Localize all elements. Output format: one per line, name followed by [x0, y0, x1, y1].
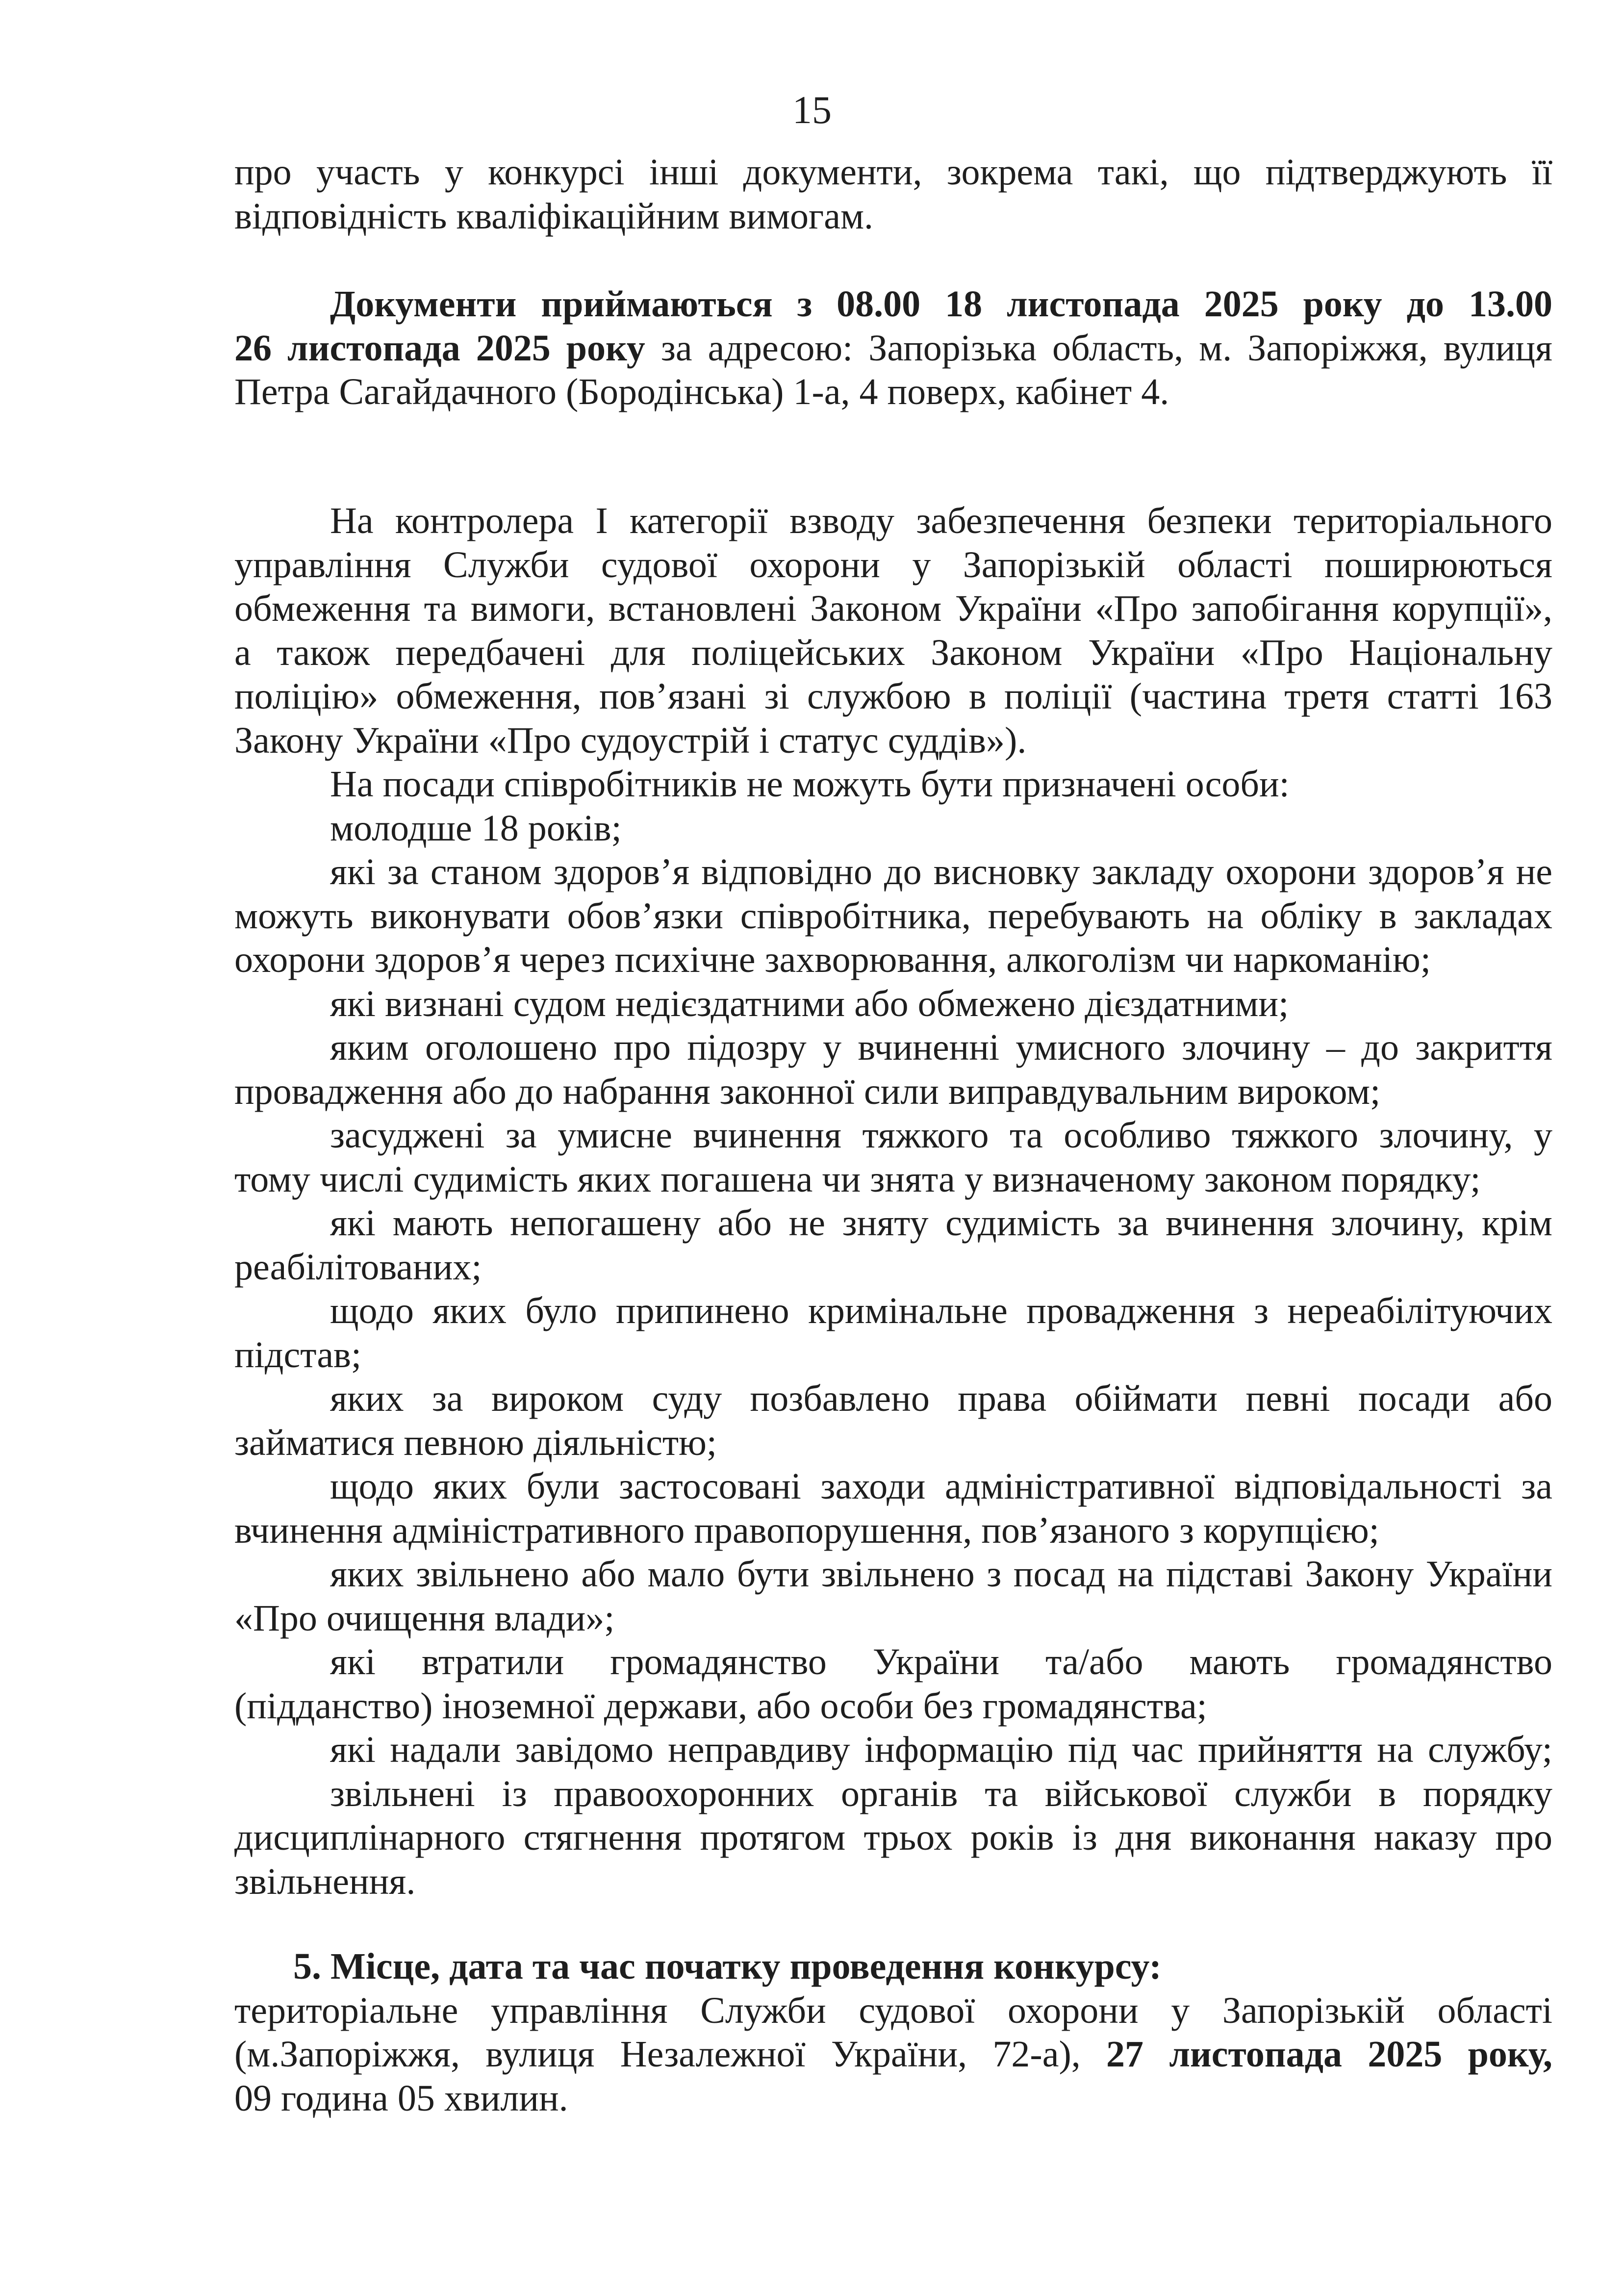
text-line	[234, 1421, 1552, 1465]
text: звільнення.	[234, 1861, 416, 1902]
text: звільнені із правоохоронних органів та військової служби в порядку	[330, 1773, 1552, 1814]
text-line	[234, 1945, 1552, 1989]
text: а також передбачені для поліцейських Законом України «Про Національну	[234, 632, 1552, 673]
text-line	[234, 1289, 1552, 1333]
text: обмеження та вимоги, встановлені Законом України «Про запобігання корупції»,	[234, 588, 1552, 629]
text-line	[234, 1026, 1552, 1070]
text: за адресою: Запорізька область, м. Запоріжжя, вулиця	[660, 327, 1553, 369]
text-line	[234, 894, 1552, 939]
text-line	[234, 1158, 1552, 1202]
text-line	[234, 151, 1552, 195]
text: займатися певною діяльністю;	[234, 1422, 717, 1463]
text: тому числі судимість яких погашена чи знята у визначеному законом порядку;	[234, 1158, 1481, 1200]
text-line	[234, 807, 1552, 851]
text: які за станом здоров’я відповідно до висновку закладу охорони здоров’я не	[330, 851, 1552, 892]
text-line	[234, 1509, 1552, 1553]
bold-text: Документи приймаються з 08.00 18 листопада 2025 року до 13.00	[330, 283, 1552, 325]
text-line	[234, 327, 1552, 371]
text: відповідність кваліфікаційним вимогам.	[234, 195, 874, 237]
text: яким оголошено про підозру у вчиненні умисного злочину – до закриття	[330, 1027, 1552, 1068]
text: Закону України «Про судоустрій і статус суддів»).	[234, 719, 1027, 761]
text: (м.Запоріжжя, вулиця Незалежної України, 72-а),	[234, 2034, 1107, 2075]
text: Петра Сагайдачного (Бородінська) 1-а, 4 поверх, кабінет 4.	[234, 371, 1169, 412]
bold-text: 27 листопада 2025 року,	[1106, 2034, 1552, 2075]
text: провадження або до набрання законної сили виправдувальним вироком;	[234, 1071, 1381, 1112]
text: На контролера І категорії взводу забезпечення безпеки територіального	[330, 500, 1552, 541]
text: про участь у конкурсі інші документи, зокрема такі, що підтверджують її	[234, 152, 1552, 193]
text-line	[234, 1553, 1552, 1597]
documents-paragraph-continuation	[234, 151, 1552, 238]
page-number: 15	[792, 89, 832, 132]
text: які визнані судом недієздатними або обмежено дієздатними;	[330, 983, 1289, 1024]
text-line	[234, 763, 1552, 807]
text-line	[234, 499, 1552, 543]
text: реабілітованих;	[234, 1246, 482, 1288]
text: (підданство) іноземної держави, або особи без громадянства;	[234, 1685, 1207, 1727]
text-line	[234, 1070, 1552, 1114]
text: яких звільнено або мало бути звільнено з посад на підставі Закону України	[330, 1554, 1552, 1595]
text-line	[234, 719, 1552, 763]
text: поліцію» обмеження, пов’язані зі службою в поліції (частина третя статті 163	[234, 676, 1552, 717]
text-line	[234, 1816, 1552, 1860]
text: молодше 18 років;	[330, 807, 622, 849]
text-line	[234, 1377, 1552, 1421]
text-line	[234, 1989, 1552, 2033]
text: щодо яких було припинено кримінальне провадження з нереабілітуючих	[330, 1290, 1552, 1331]
text-line	[234, 850, 1552, 894]
text-line	[234, 1201, 1552, 1246]
text: щодо яких були застосовані заходи адміністративної відповідальності за	[330, 1466, 1552, 1507]
text: дисциплінарного стягнення протягом трьох років із дня виконання наказу про	[234, 1817, 1552, 1858]
text: 09 година 05 хвилин.	[234, 2077, 568, 2119]
text: засуджені за умисне вчинення тяжкого та особливо тяжкого злочину, у	[330, 1115, 1552, 1156]
text-line	[234, 1333, 1552, 1377]
text: яких за вироком суду позбавлено права обіймати певні посади або	[330, 1378, 1552, 1419]
text-line	[234, 1597, 1552, 1641]
text: охорони здоров’я через психічне захворювання, алкоголізм чи наркоманію;	[234, 939, 1431, 980]
text-line	[234, 195, 1552, 239]
text: підстав;	[234, 1334, 362, 1376]
text-line	[234, 1465, 1552, 1509]
text-line	[234, 587, 1552, 631]
text: вчинення адміністративного правопорушення, пов’язаного з корупцією;	[234, 1509, 1379, 1551]
text-line	[234, 938, 1552, 982]
text-line	[234, 282, 1552, 327]
submission-deadline-paragraph	[234, 282, 1552, 414]
text-line	[234, 1772, 1552, 1816]
text: територіальне управління Служби судової охорони у Запорізькій області	[234, 1989, 1552, 2031]
text-line	[234, 1246, 1552, 1290]
text-line	[234, 982, 1552, 1026]
bold-text: 5. Місце, дата та час початку проведення конкурсу:	[293, 1946, 1162, 1987]
text-line	[234, 543, 1552, 587]
text: які мають непогашену або не зняту судимість за вчинення злочину, крім	[330, 1202, 1552, 1244]
text-line	[234, 2077, 1552, 2121]
text: можуть виконувати обов’язки співробітника, перебувають на обліку в закладах	[234, 895, 1552, 937]
text: які втратили громадянство України та/або мають громадянство	[330, 1641, 1552, 1682]
text-line	[234, 1684, 1552, 1729]
text: управління Служби судової охорони у Запорізькій області поширюються	[234, 544, 1552, 586]
text: На посади співробітників не можуть бути призначені особи:	[330, 764, 1290, 805]
text-line	[234, 675, 1552, 719]
text-line	[234, 2033, 1552, 2077]
text-line	[234, 631, 1552, 675]
text-line	[234, 1640, 1552, 1684]
restrictions-section	[234, 499, 1552, 1904]
text-line	[234, 1728, 1552, 1772]
text-line	[234, 370, 1552, 414]
text-line	[234, 1114, 1552, 1158]
section-5-place-date-time	[234, 1945, 1552, 2120]
text-line	[234, 1860, 1552, 1904]
text: які надали завідомо неправдиву інформацію під час прийняття на службу;	[330, 1729, 1552, 1770]
text: «Про очищення влади»;	[234, 1597, 615, 1639]
bold-text: 26 листопада 2025 року	[234, 327, 645, 369]
